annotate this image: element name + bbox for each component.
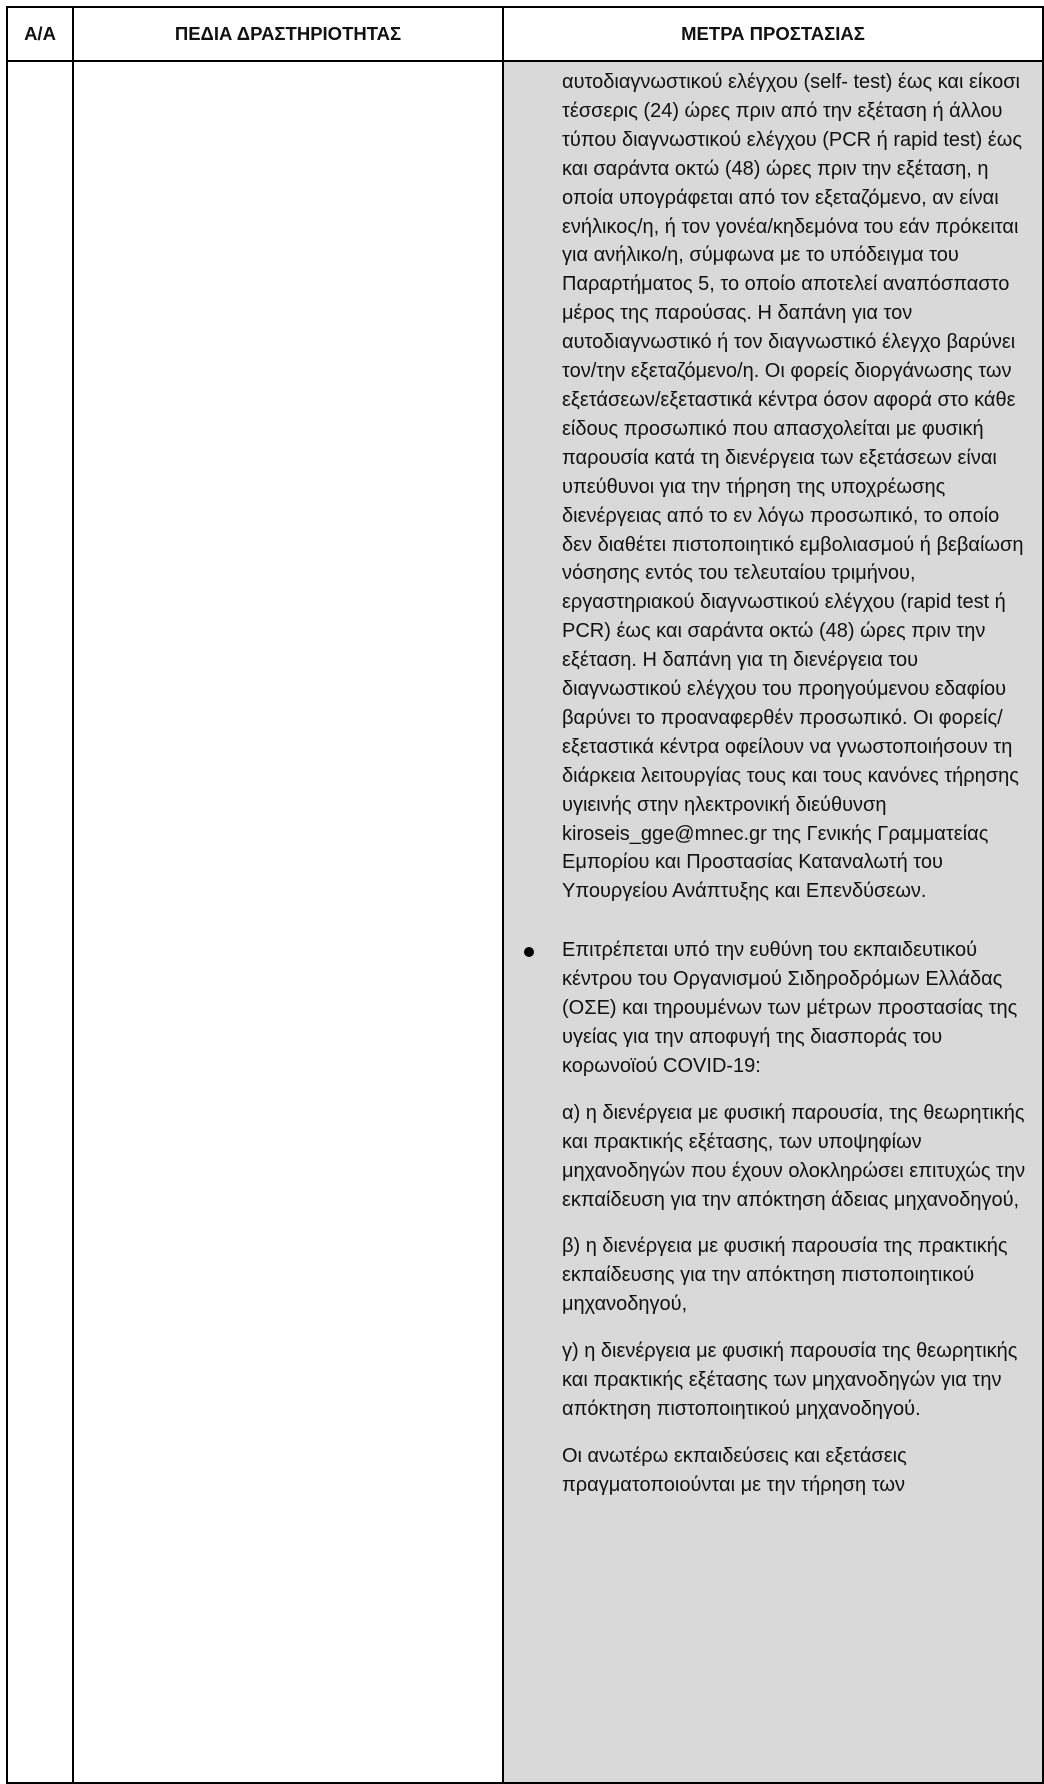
cell-protection-measures bbox=[503, 61, 1043, 1783]
cell-aa bbox=[7, 61, 73, 1783]
sub-item-c: γ) η διενέργεια με φυσική παρουσία της θεωρητικής και πρακτικής εξέτασης των μηχανοδηγών για την απόκτηση πιστοποιητικού μηχανοδηγού. bbox=[562, 1340, 1018, 1420]
bullet-intro-text: Επιτρέπεται υπό την ευθύνη του εκπαιδευτικού κέντρου του Οργανισμού Σιδηροδρόμων Ελλάδας (ΟΣΕ) και τηρουμένων των μέτρων προστασίας της υγείας για την αποφυγή της διασποράς του κορωνοϊού COVID-19: bbox=[562, 939, 1018, 1077]
table-row bbox=[7, 61, 1043, 1783]
header-aa: Α/Α bbox=[7, 7, 73, 61]
sub-item-a: α) η διενέργεια με φυσική παρουσία, της θεωρητικής και πρακτικής εξέτασης, των υποψηφίων μηχανοδηγών που έχουν ολοκληρώσει επιτυχώς την εκπαίδευση για την απόκτηση άδειας μηχανοδηγού, bbox=[562, 1101, 1026, 1211]
header-row bbox=[7, 7, 1043, 61]
sub-item-b: β) η διενέργεια με φυσική παρουσία της πρακτικής εκπαίδευσης για την απόκτηση πιστοποιητικού μηχανοδηγού, bbox=[562, 1235, 1008, 1316]
continuation-paragraph: αυτοδιαγνωστικού ελέγχου (self- test) έως και είκοσι τέσσερις (24) ώρες πριν από την εξέταση ή άλλου τύπου διαγνωστικού ελέγχου (PCR ή rapid test) έως και σαράντα οκτώ (48) ώρες πριν την εξέταση, η οποία υπογράφεται από τον εξεταζόμενο, αν είναι ενήλικος/η, ή τον γονέα/κηδεμόνα του εάν πρόκειται για ανήλικο/η, σύμφωνα με το υπόδειγμα του Παραρτήματος 5, το οποίο αποτελεί αναπόσπαστο μέρος της παρούσας. Η δαπάνη για τον αυτοδιαγνωστικό ή τον διαγνωστικό έλεγχο βαρύνει τον/την εξεταζόμενο/η. Οι φορείς διοργάνωσης των εξετάσεων/εξεταστικά κέντρα όσον αφορά στο κάθε είδους προσωπικό που απασχολείται με φυσική παρουσία κατά τη διενέργεια των εξετάσεων είναι υπεύθυνοι για την τήρηση της υποχρέωσης διενέργειας από το εν λόγω προσωπικό, το οποίο δεν διαθέτει πιστοποιητικό εμβολιασμού ή βεβαίωση νόσησης εντός του τελευταίου τριμήνου, εργαστηριακού διαγνωστικού ελέγχου (rapid test ή PCR) έως και σαράντα οκτώ (48) ώρες πριν την εξέταση. Η δαπάνη για τη διενέργεια του διαγνωστικού ελέγχου του προηγούμενου εδαφίου βαρύνει το προαναφερθέν προσωπικό. Οι φορείς/εξεταστικά κέντρα οφείλουν να γνωστοποιήσουν τη διάρκεια λειτουργίας τους και τους κανόνες τήρησης υγιεινής στην ηλεκτρονική διεύθυνση kiroseis_gge@mnec.gr της Γενικής Γραμματείας Εμπορίου και Προστασίας Καταναλωτή του Υπουργείου Ανάπτυξης και Επενδύσεων. bbox=[562, 71, 1024, 903]
bullet-item bbox=[562, 936, 1028, 1499]
measures-table bbox=[6, 6, 1044, 1784]
header-activity-fields: ΠΕΔΙΑ ΔΡΑΣΤΗΡΙΟΤΗΤΑΣ bbox=[73, 7, 503, 61]
closing-paragraph: Οι ανωτέρω εκπαιδεύσεις και εξετάσεις πραγματοποιούνται με την τήρηση των bbox=[562, 1444, 907, 1496]
bullet-icon bbox=[524, 947, 534, 957]
header-protection-measures: ΜΕΤΡΑ ΠΡΟΣΤΑΣΙΑΣ bbox=[503, 7, 1043, 61]
cell-activity-field bbox=[73, 61, 503, 1783]
